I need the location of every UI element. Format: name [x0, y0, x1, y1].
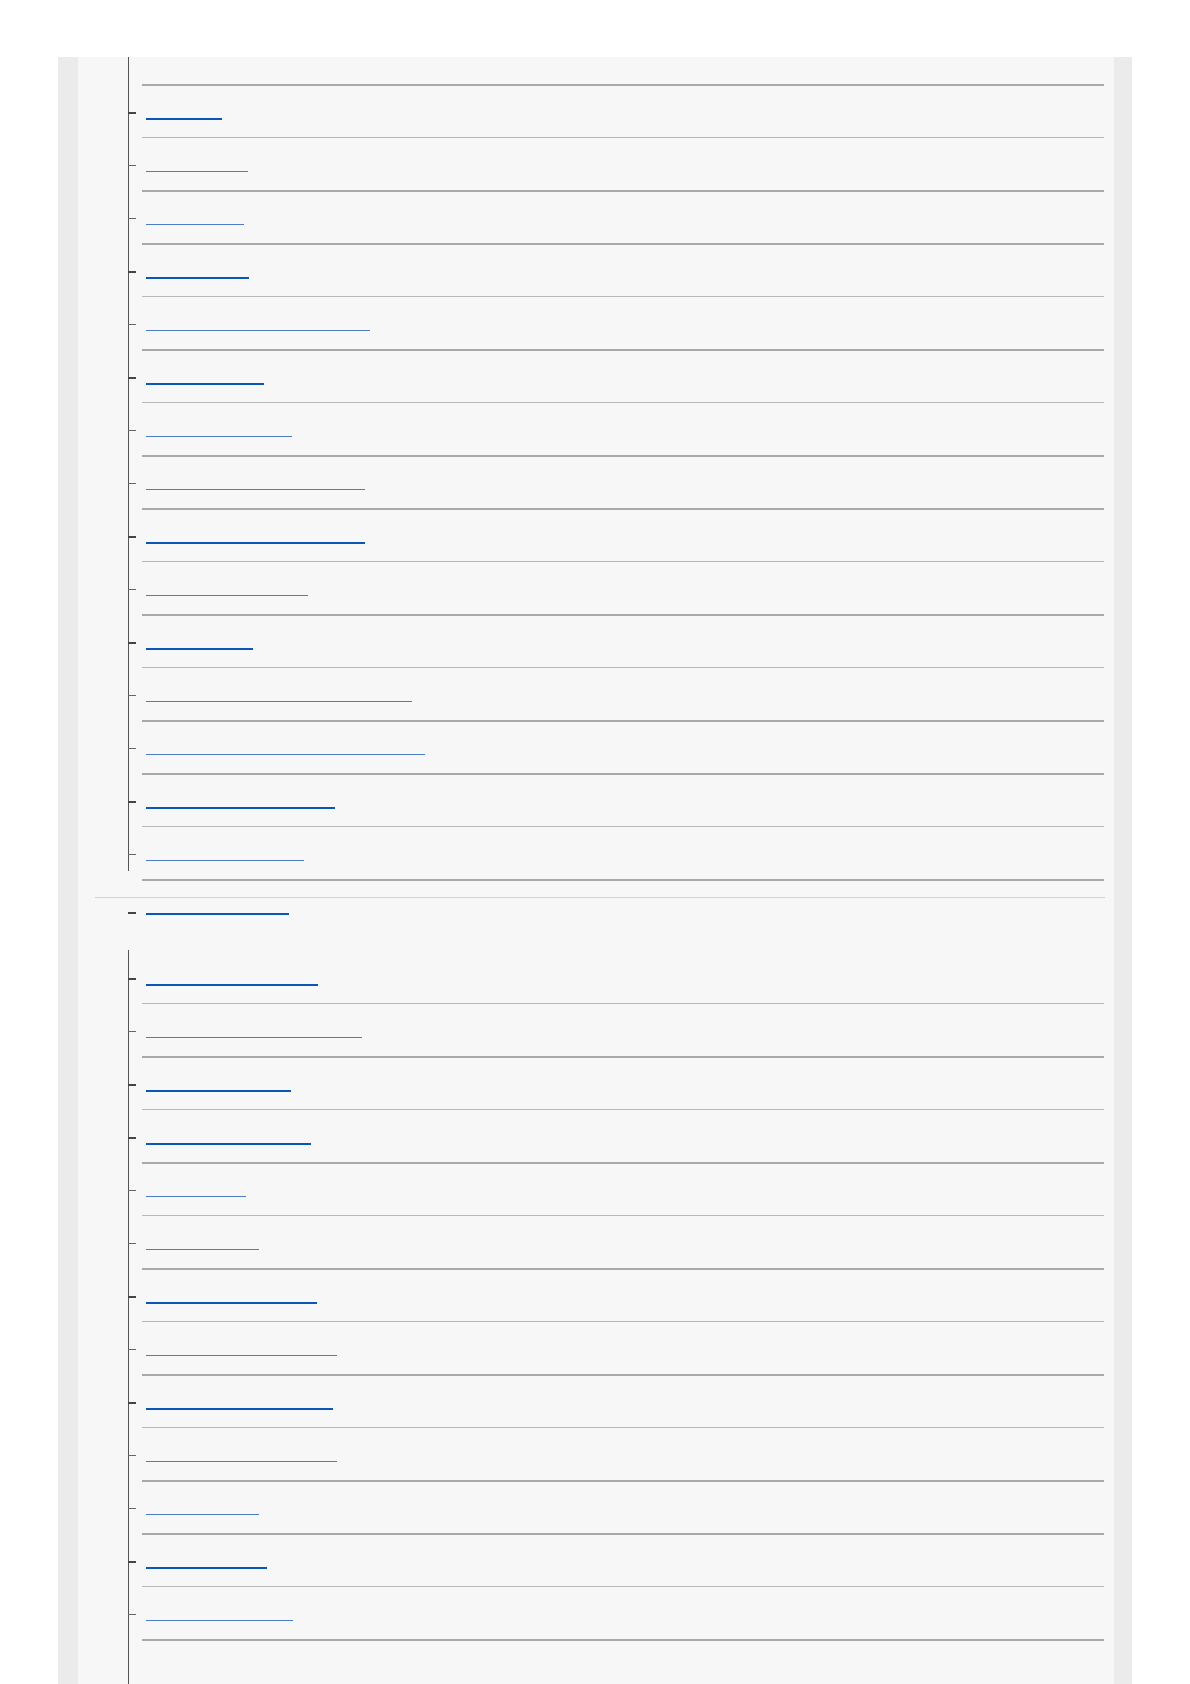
list-item	[128, 773, 1104, 826]
list-item	[128, 1639, 1104, 1659]
topic-link[interactable]	[146, 905, 289, 915]
tree-branch-icon	[128, 1508, 136, 1509]
list-item	[128, 455, 1104, 508]
list-item	[128, 950, 1104, 1003]
topic-link[interactable]	[146, 799, 335, 809]
topic-link[interactable]	[146, 1241, 259, 1250]
list-item	[128, 137, 1104, 190]
tree-branch-icon	[128, 271, 136, 273]
topic-link[interactable]	[146, 269, 249, 279]
topic-link[interactable]	[146, 1082, 291, 1092]
list-item	[128, 1374, 1104, 1427]
topic-link[interactable]	[146, 1612, 293, 1621]
tree-branch-icon	[128, 1455, 136, 1456]
tree-branch-icon	[128, 695, 136, 696]
list-item	[128, 1321, 1104, 1374]
list-item	[128, 1533, 1104, 1586]
tree-branch-icon	[128, 1402, 136, 1404]
tree-branch-icon	[128, 112, 136, 114]
list-item	[128, 667, 1104, 720]
list-item	[128, 296, 1104, 349]
topic-link[interactable]	[146, 852, 304, 861]
topic-link[interactable]	[146, 322, 370, 331]
list-item	[128, 84, 1104, 137]
tree-branch-icon	[128, 218, 136, 219]
topic-link[interactable]	[146, 375, 264, 385]
tree-branch-icon	[128, 854, 136, 855]
topic-link[interactable]	[146, 481, 365, 490]
list-item	[128, 1586, 1104, 1639]
tree-branch-icon	[128, 1084, 136, 1086]
topic-link[interactable]	[146, 110, 222, 120]
topic-link[interactable]	[146, 1559, 267, 1569]
list-item	[128, 1268, 1104, 1321]
tree-branch-icon	[128, 430, 136, 431]
tree-branch-icon	[128, 642, 136, 644]
tree-branch-icon	[128, 1243, 136, 1244]
list-item	[128, 243, 1104, 296]
topic-link[interactable]	[146, 1400, 333, 1410]
list-item	[128, 561, 1104, 614]
list-item	[128, 508, 1104, 561]
section-divider	[95, 897, 1105, 898]
list-item	[128, 1109, 1104, 1162]
tree-branch-icon	[128, 1137, 136, 1139]
tree-branch-icon	[128, 324, 136, 325]
topic-link[interactable]	[146, 428, 292, 437]
tree-branch-icon	[128, 1031, 136, 1032]
list-item	[128, 826, 1104, 879]
list-item	[128, 1480, 1104, 1533]
topic-link[interactable]	[146, 640, 253, 650]
topic-link[interactable]	[146, 693, 412, 702]
list-item	[128, 879, 1104, 932]
topic-link[interactable]	[146, 1135, 311, 1145]
topic-tree-section-1	[128, 57, 1104, 932]
topic-tree-section-2	[128, 950, 1104, 1659]
tree-branch-icon	[128, 536, 136, 538]
tree-branch-icon	[128, 1296, 136, 1298]
tree-branch-icon	[128, 165, 136, 166]
tree-branch-icon	[128, 1190, 136, 1191]
list-item	[128, 720, 1104, 773]
tree-branch-icon	[128, 978, 136, 980]
topic-link[interactable]	[146, 1453, 337, 1462]
list-item	[128, 1215, 1104, 1268]
tree-branch-icon	[128, 1614, 136, 1615]
topic-link[interactable]	[146, 1506, 259, 1515]
topic-link[interactable]	[146, 1294, 317, 1304]
topic-link[interactable]	[146, 587, 308, 596]
topic-link[interactable]	[146, 1347, 337, 1356]
list-item	[128, 190, 1104, 243]
tree-branch-icon	[128, 801, 136, 803]
topic-link[interactable]	[146, 534, 365, 544]
list-item	[128, 57, 1104, 84]
topic-link[interactable]	[146, 163, 248, 172]
list-item	[128, 1056, 1104, 1109]
tree-branch-icon	[128, 912, 136, 914]
tree-branch-icon	[128, 377, 136, 379]
topic-link[interactable]	[146, 1188, 246, 1197]
tree-branch-icon	[128, 1349, 136, 1350]
list-item	[128, 1162, 1104, 1215]
topic-link[interactable]	[146, 976, 318, 986]
tree-branch-icon	[128, 483, 136, 484]
tree-branch-icon	[128, 1561, 136, 1563]
list-item	[128, 402, 1104, 455]
topic-link[interactable]	[146, 216, 244, 225]
tree-branch-icon	[128, 748, 136, 749]
list-item	[128, 1003, 1104, 1056]
topic-link[interactable]	[146, 1029, 362, 1038]
tree-branch-icon	[128, 589, 136, 590]
topic-link[interactable]	[146, 746, 425, 755]
list-item	[128, 1427, 1104, 1480]
list-item	[128, 349, 1104, 402]
list-item	[128, 614, 1104, 667]
